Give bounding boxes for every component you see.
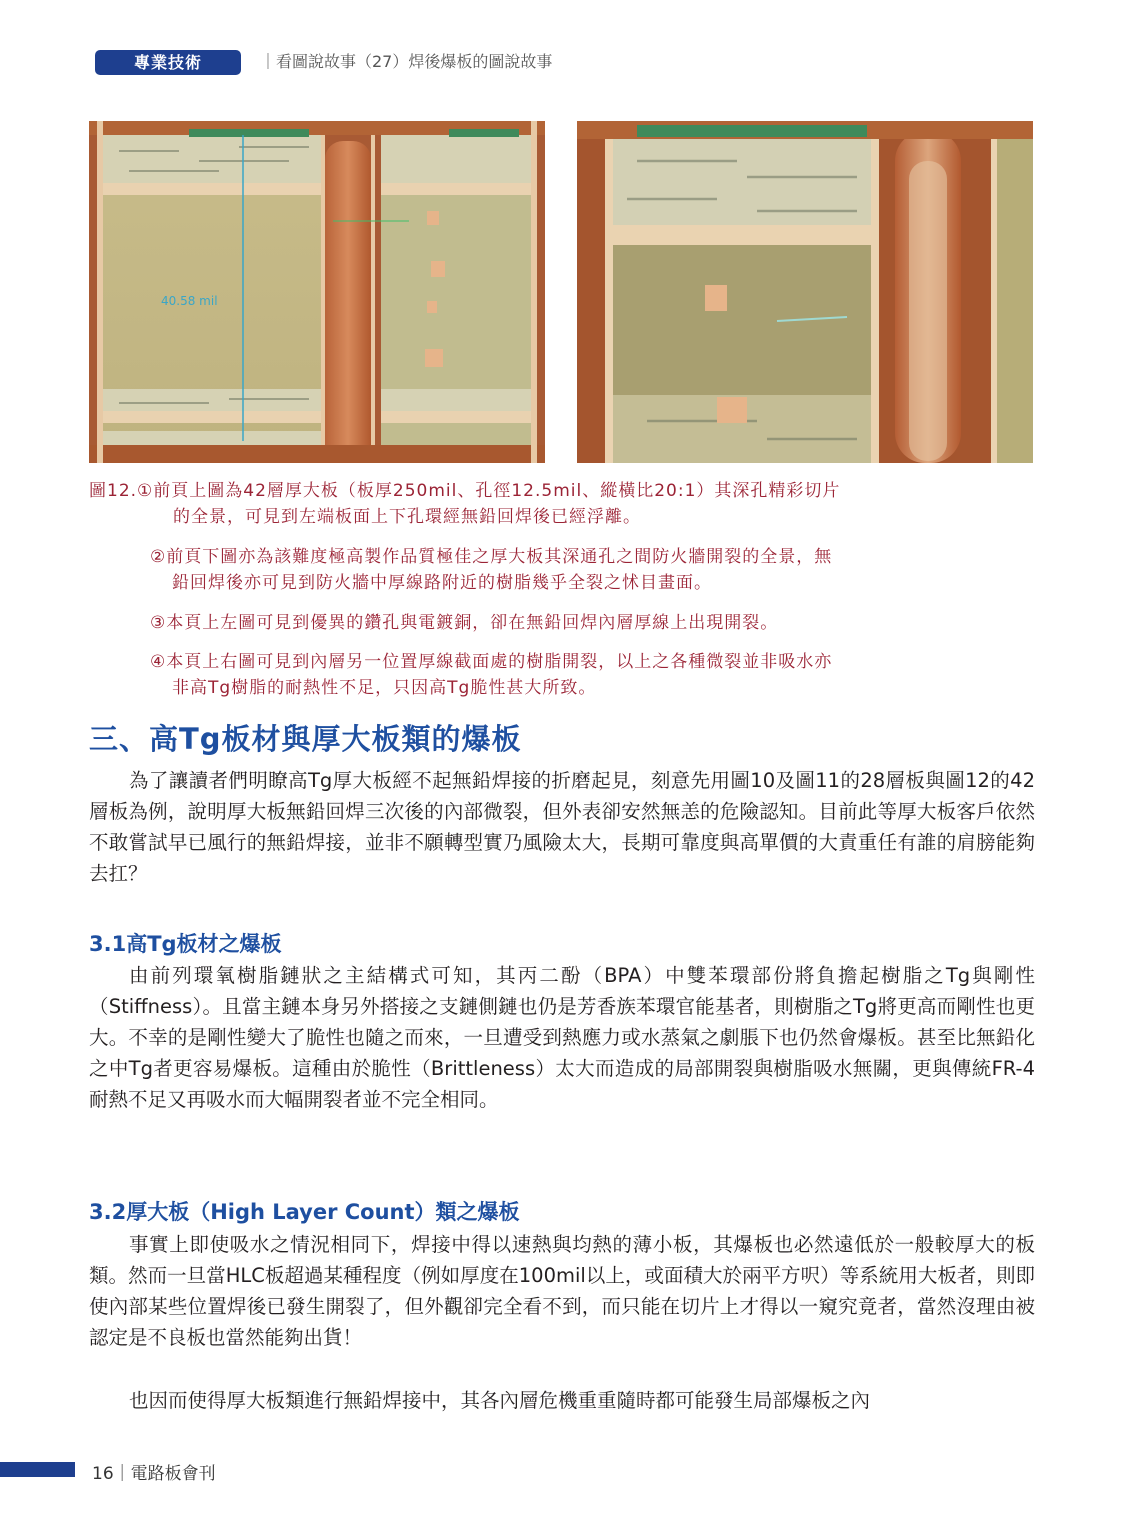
section-heading: 三、高Tg板材與厚大板類的爆板 (89, 722, 522, 756)
footer (92, 1459, 216, 1484)
caption-line: ④本頁上右圖可見到內層另一位置厚線截面處的樹脂開裂，以上之各種微裂並非吸水亦 (150, 652, 833, 672)
subsection-3-2-paragraph-2: 也因而使得厚大板類進行無鉛焊接中，其各內層危機重重隨時都可能發生局部爆板之內 (129, 1389, 871, 1412)
caption-line: 圖12.①前頁上圖為42層厚大板（板厚250mil、孔徑12.5mil、縱橫比20:1）其深孔精彩切片 (89, 481, 841, 501)
subsection-3-2-paragraph: 事實上即使吸水之情況相同下，焊接中得以速熱與均熱的薄小板，其爆板也必然遠低於一般較厚大的板類。然而一旦當HLC板超過某種程度（例如厚度在100mil以上，或面積大於兩平方呎）等系統用大板者，則即使內部某些位置焊後已發生開裂了，但外觀卻完全看不到，而只能在切片上才得以一窺究竟者，當然沒理由被認定是不良板也當然能夠出貨！ (89, 1233, 1035, 1349)
page-number: 16 (92, 1464, 114, 1484)
section-tag: 專業技術 (95, 50, 241, 75)
caption-line: 的全景，可見到左端板面上下孔環經無鉛回焊後已經浮離。 (173, 507, 641, 527)
figure-caption-4 (150, 649, 1040, 701)
publication-name: 電路板會刊 (130, 1464, 216, 1484)
subsection-3-1-paragraph: 由前列環氧樹脂鏈狀之主結構式可知，其丙二酚（BPA）中雙苯環部份將負擔起樹脂之Tg與剛性（Stiffness）。且當主鏈本身另外搭接之支鏈側鏈也仍是芳香族苯環官能基者，則樹脂之Tg將更高而剛性也更大。不幸的是剛性變大了脆性也隨之而來，一旦遭受到熱應力或水蒸氣之劇脹下也仍然會爆板。甚至比無鉛化之中Tg者更容易爆板。這種由於脆性（Brittleness）太大而造成的局部開裂與樹脂吸水無關，更與傳統FR-4耐熱不足又再吸水而大幅開裂者並不完全相同。 (89, 964, 1035, 1111)
section-intro-paragraph: 為了讓讀者們明瞭高Tg厚大板經不起無鉛焊接的折磨起見，刻意先用圖10及圖11的28層板與圖12的42層板為例，說明厚大板無鉛回焊三次後的內部微裂，但外表卻安然無恙的危險認知。目前此等厚大板客戶依然不敢嘗試早已風行的無鉛焊接，並非不願轉型實乃風險太大，長期可靠度與高單價的大責重任有誰的肩膀能夠去扛？ (89, 769, 1035, 885)
caption-line: 鉛回焊後亦可見到防火牆中厚線路附近的樹脂幾乎全裂之怵目畫面。 (172, 573, 712, 593)
microsection-photo-left (89, 121, 545, 463)
subsection-heading-3-1: 3.1高Tg板材之爆板 (89, 932, 282, 956)
caption-line: 非高Tg樹脂的耐熱性不足，只因高Tg脆性甚大所致。 (172, 678, 597, 698)
caption-line: ③本頁上左圖可見到優異的鑽孔與電鍍銅，卻在無鉛回焊內層厚線上出現開裂。 (150, 613, 779, 633)
subsection-heading-3-2: 3.2厚大板（High Layer Count）類之爆板 (89, 1200, 520, 1224)
microsection-photo-right (577, 121, 1033, 463)
running-header-title: ｜看圖說故事（27）焊後爆板的圖說故事 (260, 52, 553, 71)
figure-caption-2 (150, 544, 1040, 596)
caption-line: ②前頁下圖亦為該難度極高製作品質極佳之厚大板其深通孔之間防火牆開裂的全景，無 (150, 547, 833, 567)
measurement-label: 40.58 mil (161, 294, 218, 308)
figure-caption (89, 478, 1039, 530)
footer-separator: ｜ (113, 1464, 131, 1484)
figure-caption-3 (150, 610, 1040, 636)
footer-color-bar (0, 1462, 75, 1477)
